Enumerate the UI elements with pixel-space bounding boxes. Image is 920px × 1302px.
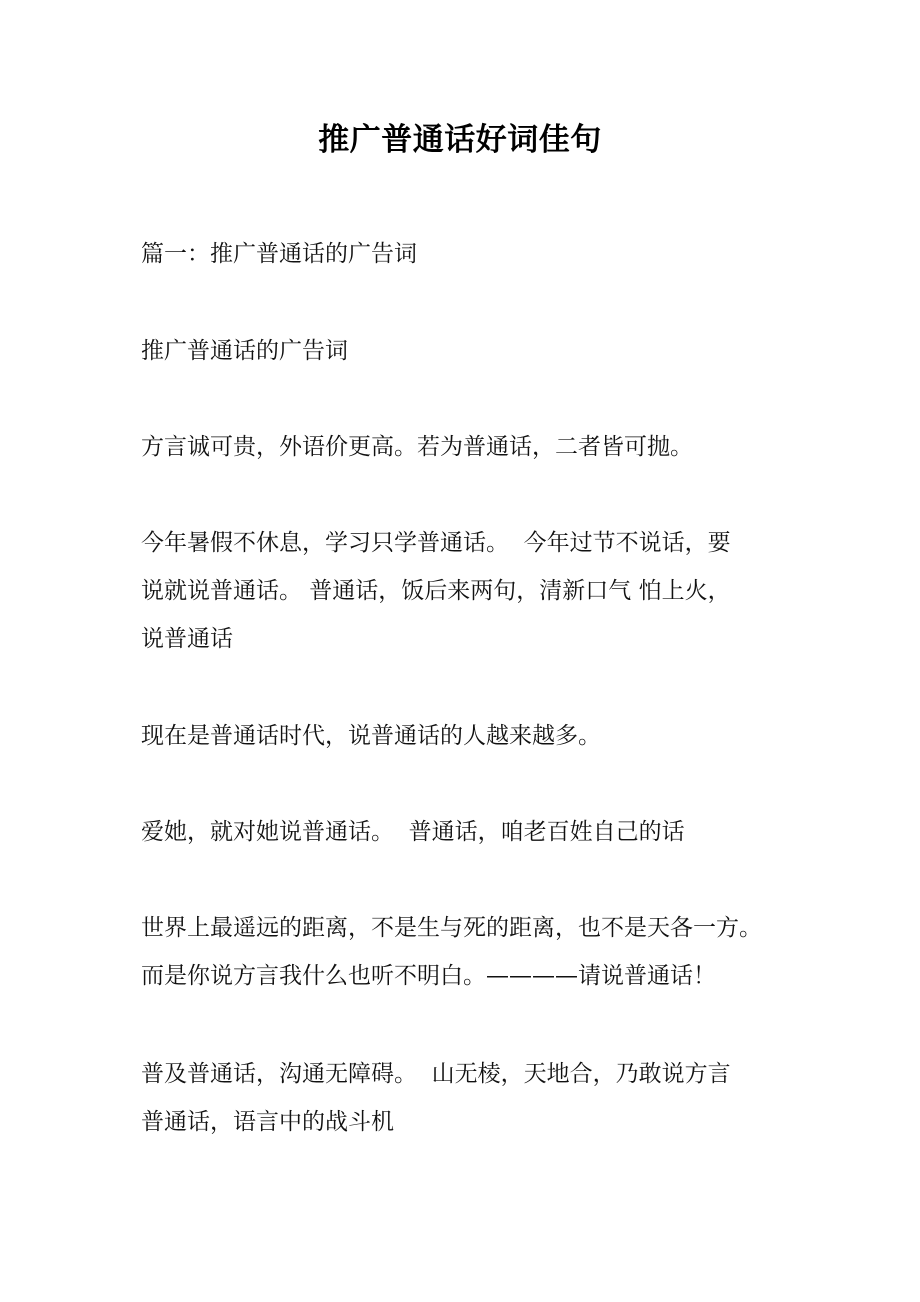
paragraph-line: 说就说普通话。 普通话，饭后来两句，清新口气 怕上火，: [141, 578, 731, 604]
document-title: 推广普通话好词佳句: [318, 122, 602, 158]
subheading: 推广普通话的广告词: [141, 338, 348, 364]
paragraph-line: 普通话，语言中的战斗机: [141, 1109, 394, 1135]
paragraph-line: 现在是普通话时代，说普通话的人越来越多。: [141, 723, 601, 749]
paragraph-line: 普及普通话，沟通无障碍。 山无棱，天地合，乃敢说方言: [141, 1061, 731, 1087]
paragraph-line: 今年暑假不休息，学习只学普通话。 今年过节不说话，要: [141, 530, 731, 556]
paragraph-line: 说普通话: [141, 626, 233, 652]
paragraph-line: 世界上最遥远的距离，不是生与死的距离，也不是天各一方。: [141, 915, 762, 941]
section-heading: 篇一：推广普通话的广告词: [141, 241, 417, 267]
paragraph-line: 爱她，就对她说普通话。 普通话，咱老百姓自己的话: [141, 819, 685, 845]
paragraph-line: 而是你说方言我什么也听不明白。————请说普通话！: [141, 963, 716, 989]
paragraph-line: 方言诚可贵，外语价更高。若为普通话，二者皆可抛。: [141, 434, 693, 460]
